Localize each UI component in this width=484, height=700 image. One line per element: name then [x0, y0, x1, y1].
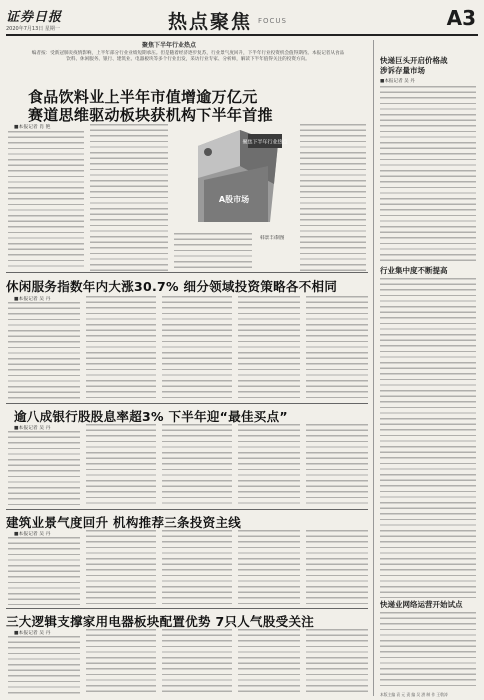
lead-body-column-4 [300, 124, 366, 271]
article-5-column-1 [8, 636, 80, 694]
article-4-column-5 [306, 530, 368, 605]
lead-headline-line-1: 食品饮料业上半年市值增逾万亿元 [28, 88, 258, 106]
article-2-headline: 休闲服务指数年内大涨30.7% 细分领域投资策略各不相同 [6, 279, 338, 294]
article-2-column-3 [162, 296, 232, 400]
lead-body-column-2 [90, 124, 168, 271]
sidebar-story-1-byline: ■本报记者 吴 丹 [380, 79, 415, 84]
article-5-column-2 [86, 629, 156, 694]
article-2-column-2 [86, 296, 156, 400]
article-4-column-3 [162, 530, 232, 605]
newspaper-logo: 证券日报 [6, 10, 63, 25]
divider [6, 272, 368, 273]
page-imprint: 本版主编 袁 元 责 编 吴 澍 制 作 王敬涛 [380, 692, 448, 697]
sidebar-story-2-title: 行业集中度不断提高 [380, 266, 448, 275]
date-line: 2020年7月13日 星期一 [6, 26, 60, 32]
article-5-headline: 三大逻辑支撑家用电器板块配置优势 7只人气股受关注 [6, 614, 315, 629]
article-5-column-4 [238, 629, 300, 694]
sidebar-divider [373, 40, 374, 696]
illustration-caption: 韩景丰/制图 [260, 236, 285, 241]
sidebar-story-1-body [380, 86, 476, 262]
lead-headline-line-2: 赛道思维驱动板块获机构下半年首推 [28, 106, 273, 124]
editor-note: 编者按：受新冠肺炎疫情影响，上半年部分行业业绩短期承压。但是随着经济逐步复苏，行业景气度回升，下半年行业投资机会值得期待。本报记者从食品饮料、休闲服务、银行、建筑业、电器板块等多个行业出发，采访行业专家、分析师，解读下半年值得关注的投资方向。 [31, 51, 345, 62]
article-3-byline: ■本报记者 吴 丹 [14, 426, 51, 431]
article-5-column-3 [162, 629, 232, 694]
article-2-column-5 [306, 296, 368, 400]
illustration-block-text: A股市场 [218, 195, 250, 204]
sidebar-story-1-title-line-2: 涉诉存量市场 [380, 66, 425, 75]
sidebar-story-3-body [380, 612, 476, 690]
sidebar-story-3-title: 快递业网络运营开始试点 [380, 600, 463, 609]
lead-byline: ■本报记者 肖 艳 [14, 125, 51, 130]
divider [6, 608, 368, 609]
article-4-byline: ■本报记者 吴 丹 [14, 532, 51, 537]
divider [6, 509, 368, 510]
article-3-column-3 [162, 424, 232, 507]
lead-kicker: 聚焦下半年行业热点 [142, 42, 197, 49]
section-title: 热点聚焦 [168, 11, 253, 33]
section-title-en: FOCUS [258, 17, 287, 25]
article-5-column-5 [306, 629, 368, 694]
page-number: A3 [446, 6, 476, 30]
article-4-column-4 [238, 530, 300, 605]
article-3-column-1 [8, 431, 80, 507]
article-2-byline: ■本报记者 吴 丹 [14, 297, 51, 302]
masthead [6, 4, 478, 36]
article-3-headline: 逾八成银行股股息率超3% 下半年迎“最佳买点” [14, 409, 288, 424]
article-5-byline: ■本报记者 吴 丹 [14, 631, 51, 636]
sidebar-story-2-body [380, 278, 476, 598]
article-4-column-1 [8, 537, 80, 605]
divider [6, 403, 368, 404]
article-3-column-2 [86, 424, 156, 507]
lead-body-column-1 [8, 131, 84, 271]
article-2-column-4 [238, 296, 300, 400]
article-4-headline: 建筑业景气度回升 机构推荐三条投资主线 [6, 515, 242, 530]
illustration-ribbon-text: 聚焦下半年行业热点 [242, 139, 288, 146]
lead-body-column-3 [174, 233, 252, 271]
article-2-column-1 [8, 302, 80, 400]
article-3-column-4 [238, 424, 300, 507]
sidebar-story-1-title-line-1: 快递巨头开启价格战 [380, 56, 448, 65]
article-3-column-5 [306, 424, 368, 507]
lead-illustration [178, 126, 298, 230]
article-4-column-2 [86, 530, 156, 605]
